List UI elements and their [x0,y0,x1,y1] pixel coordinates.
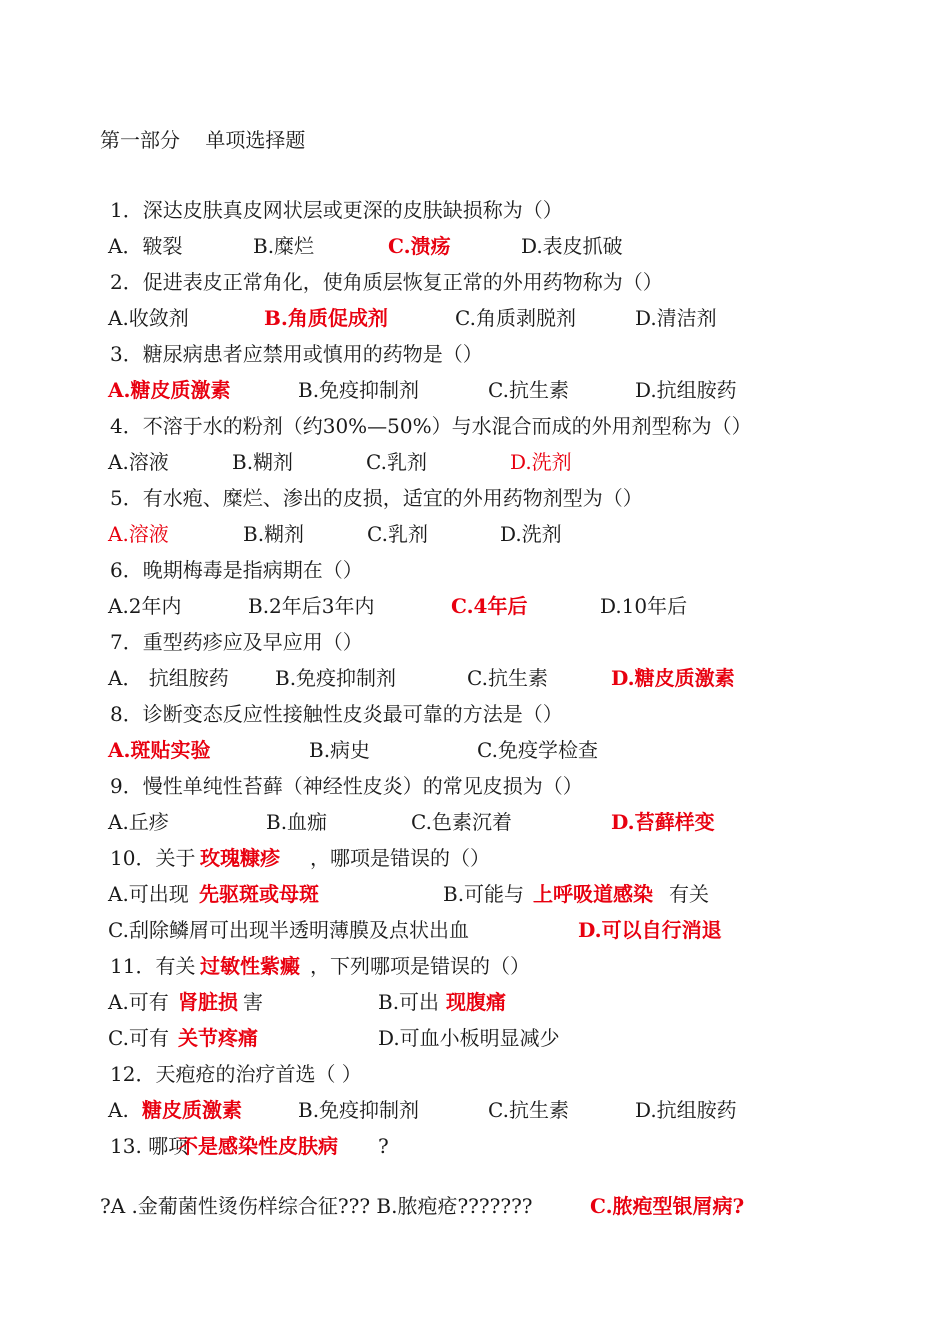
line-text: D.10年后 [600,594,688,618]
answer-highlight: 先驱斑或母斑 [199,882,319,906]
answer-highlight: 上呼吸道感染 [533,882,653,906]
line-text: D.抗组胺药 [635,378,737,402]
line-text: D.可血小板明显减少 [378,1026,560,1050]
line-text: A． 抗组胺药 [108,666,229,690]
answer-highlight: D.糖皮质激素 [611,666,735,690]
line-text: C.免疫学检查 [477,738,598,762]
answer-highlight: 玫瑰糠疹 [200,846,280,870]
answer-highlight: 关节疼痛 [178,1026,258,1050]
line-text: D.表皮抓破 [521,234,623,258]
line-text: A. [108,1098,129,1122]
answer-highlight: 过敏性紫癜 [200,954,300,978]
line-text: 6．晚期梅毒是指病期在（） [110,558,363,582]
line-text: A.可出现 [108,882,189,906]
answer-highlight: A.糖皮质激素 [108,378,231,402]
line-text: 5．有水疱、糜烂、渗出的皮损，适宜的外用药物剂型为（） [110,486,643,510]
line-text: A.丘疹 [108,810,169,834]
line-text: 害 [243,990,263,1014]
line-text: 4．不溶于水的粉剂（约30%—50%）与水混合而成的外用剂型称为（） [110,414,752,438]
line-text: B.可出 [378,990,440,1014]
line-text: B.糊剂 [232,450,294,474]
line-text: 10．关于 [110,846,196,870]
line-text: 12．天疱疮的治疗首选（ ） [110,1062,362,1086]
answer-highlight: D.洗剂 [510,450,572,474]
line-text: B.免疫抑制剂 [298,378,420,402]
line-text: A.溶液 [108,450,169,474]
answer-highlight: D.苔藓样变 [611,810,715,834]
line-text: B.可能与 [443,882,525,906]
line-text: D.抗组胺药 [635,1098,737,1122]
answer-highlight: B.角质促成剂 [264,306,388,330]
line-text: 11．有关 [110,954,196,978]
line-text: C.角质剥脱剂 [455,306,576,330]
line-text: B.2年后3年内 [248,594,375,618]
line-text: C.可有 [108,1026,169,1050]
line-text: 2．促进表皮正常角化，使角质层恢复正常的外用药物称为（） [110,270,663,294]
line-text: ，哪项是错误的（） [310,846,490,870]
line-text: C.乳剂 [366,450,427,474]
answer-highlight: C.脓疱型银屑病? [590,1194,745,1218]
answer-highlight: 肾脏损 [178,990,238,1014]
line-text: B.免疫抑制剂 [298,1098,420,1122]
answer-highlight: 糖皮质激素 [142,1098,242,1122]
line-text: 13. 哪项 [110,1134,189,1158]
line-text: ，下列哪项是错误的（） [310,954,530,978]
line-text: 8．诊断变态反应性接触性皮炎最可靠的方法是（） [110,702,563,726]
line-text: B.糊剂 [243,522,305,546]
line-text: A.收敛剂 [108,306,189,330]
answer-highlight: A.溶液 [108,522,169,546]
line-text: 3．糖尿病患者应禁用或慎用的药物是（） [110,342,483,366]
answer-highlight: D.可以自行消退 [578,918,722,942]
line-text: ? [378,1134,389,1158]
line-text: D.清洁剂 [635,306,717,330]
line-text: B.免疫抑制剂 [275,666,397,690]
line-text: D.洗剂 [500,522,562,546]
line-text: A.2年内 [108,594,182,618]
line-text: C.抗生素 [467,666,548,690]
answer-highlight: C.4年后 [451,594,528,618]
line-text: 1．深达皮肤真皮网状层或更深的皮肤缺损称为（） [110,198,563,222]
answer-highlight: C.溃疡 [388,234,451,258]
line-text: ?A .金葡菌性烫伤样综合征??? B.脓疱疮??????? [100,1194,533,1218]
line-text: C.抗生素 [488,1098,569,1122]
section-title-text: 第一部分 单项选择题 [100,128,306,152]
line-text: A.可有 [108,990,169,1014]
line-text: C.抗生素 [488,378,569,402]
line-text: 有关 [669,882,709,906]
line-text: B.糜烂 [253,234,315,258]
line-text: C.色素沉着 [411,810,512,834]
line-text: 9．慢性单纯性苔藓（神经性皮炎）的常见皮损为（） [110,774,583,798]
answer-highlight: 现腹痛 [446,990,506,1014]
line-text: 7．重型药疹应及早应用（） [110,630,363,654]
line-text: A．皲裂 [108,234,183,258]
line-text: B.病史 [309,738,371,762]
answer-highlight: 不是感染性皮肤病 [178,1134,338,1158]
line-text: B.血痂 [266,810,328,834]
line-text: C.乳剂 [367,522,428,546]
answer-highlight: A.斑贴实验 [108,738,211,762]
line-text: C.刮除鳞屑可出现半透明薄膜及点状出血 [108,918,469,942]
